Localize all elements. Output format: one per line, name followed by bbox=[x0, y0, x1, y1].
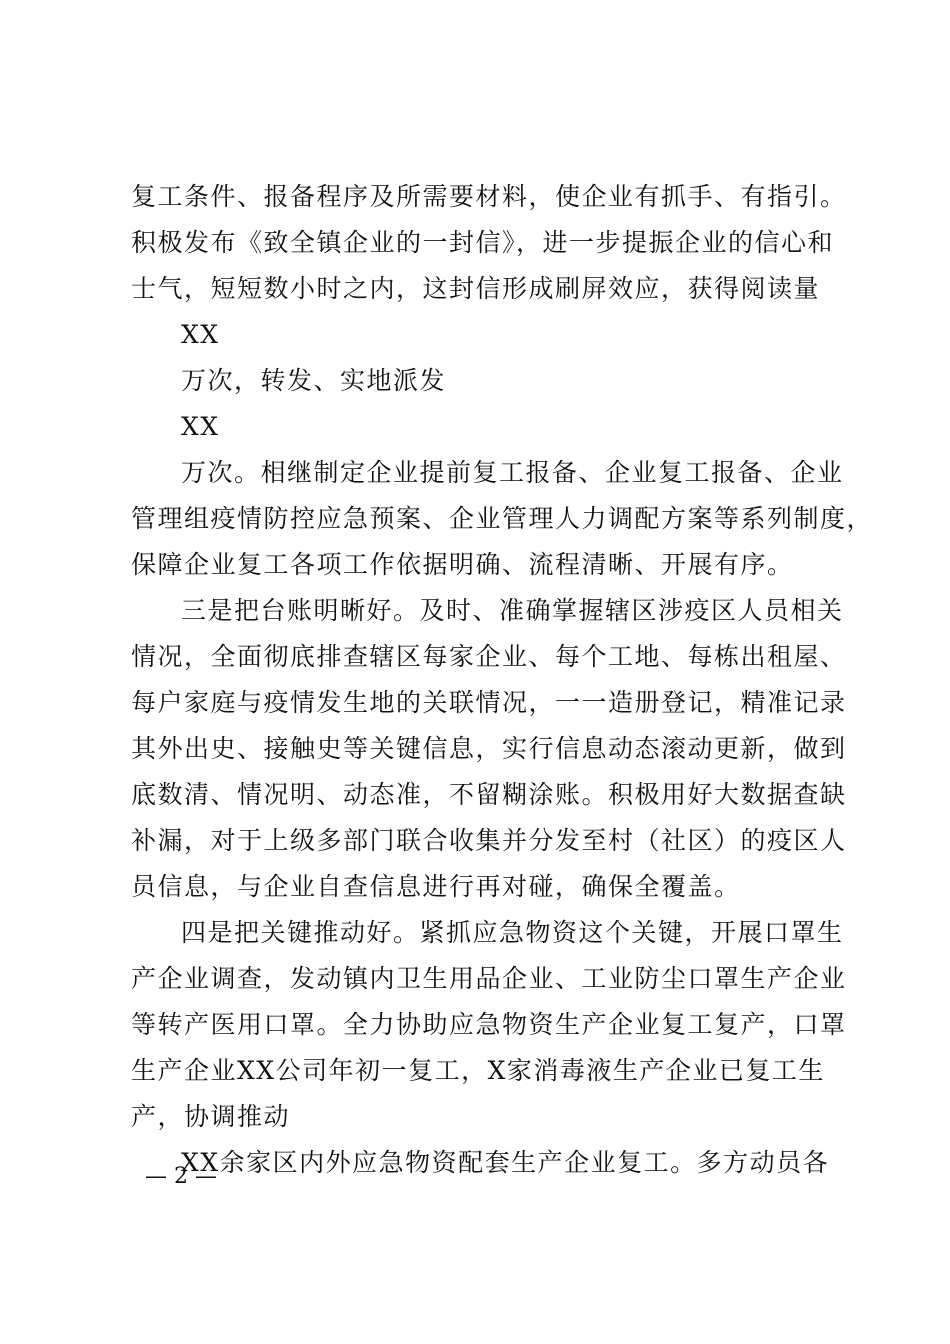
paragraph-line: 等转产医用口罩。全力协助应急物资生产企业复工复产，口罩 bbox=[131, 1010, 847, 1039]
paragraph-line: 产企业调查，发动镇内卫生用品企业、工业防尘口罩生产企业 bbox=[131, 964, 847, 993]
paragraph-line: 积极发布《致全镇企业的一封信》，进一步提振企业的信心和 bbox=[131, 228, 835, 257]
paragraph-line: 员信息，与企业自查信息进行再对碰，确保全覆盖。 bbox=[131, 872, 741, 901]
paragraph-line: 其外出史、接触史等关键信息，实行信息动态滚动更新，做到 bbox=[131, 734, 847, 763]
paragraph-line: 士气，短短数小时之内，这封信形成刷屏效应，获得阅读量 bbox=[131, 274, 821, 303]
paragraph-line: XX余家区内外应急物资配套生产企业复工。多方动员各 bbox=[181, 1148, 830, 1177]
paragraph-line: 生产企业XX公司年初一复工，X家消毒液生产企业已复工生 bbox=[131, 1056, 825, 1085]
paragraph-line: 管理组疫情防控应急预案、企业管理人力调配方案等系列制度， bbox=[131, 504, 874, 533]
paragraph-line: 三是把台账明晰好。及时、准确掌握辖区涉疫区人员相关 bbox=[181, 596, 844, 625]
paragraph-line: 复工条件、报备程序及所需要材料，使企业有抓手、有指引。 bbox=[131, 182, 847, 211]
paragraph-line: 底数清、情况明、动态准，不留糊涂账。积极用好大数据查缺 bbox=[131, 780, 847, 809]
paragraph-line: 补漏，对于上级多部门联合收集并分发至村（社区）的疫区人 bbox=[131, 826, 847, 855]
paragraph-line: XX bbox=[181, 412, 220, 441]
paragraph-line: 万次。相继制定企业提前复工报备、企业复工报备、企业 bbox=[181, 458, 844, 487]
paragraph-line: 产，协调推动 bbox=[131, 1102, 291, 1131]
paragraph-line: 每户家庭与疫情发生地的关联情况，一一造册登记，精准记录 bbox=[131, 688, 847, 717]
paragraph-line: 保障企业复工各项工作依据明确、流程清晰、开展有序。 bbox=[131, 550, 794, 579]
paragraph-line: 四是把关键推动好。紧抓应急物资这个关键，开展口罩生 bbox=[181, 918, 844, 947]
paragraph-line: 万次，转发、实地派发 bbox=[181, 366, 447, 395]
paragraph-line: XX bbox=[181, 320, 220, 349]
paragraph-line: 情况，全面彻底排查辖区每家企业、每个工地、每栋出租屋、 bbox=[131, 642, 847, 671]
page-number: — 2 — bbox=[145, 1164, 217, 1189]
